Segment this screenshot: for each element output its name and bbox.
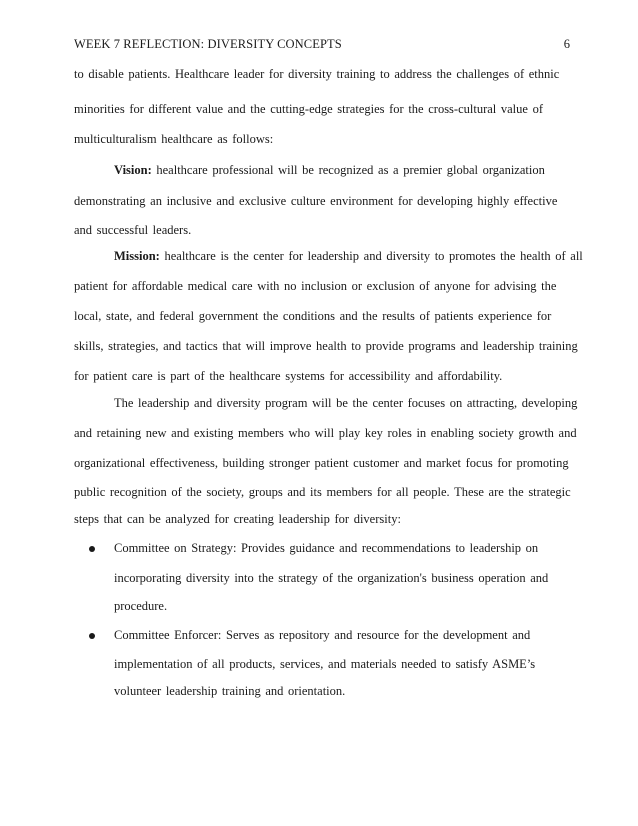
body-line: public recognition of the society, groups and its members for all people. These are the strategic <box>74 485 571 499</box>
bullet-line: volunteer leadership training and orientation. <box>114 684 346 698</box>
body-line: local, state, and federal government the conditions and the results of patients experience for <box>74 309 552 323</box>
body-line: steps that can be analyzed for creating leadership for diversity: <box>74 512 401 526</box>
mission-text: healthcare is the center for leadership and diversity to promotes the health of all <box>159 249 583 263</box>
running-head-title: WEEK 7 REFLECTION: DIVERSITY CONCEPTS <box>74 37 342 51</box>
mission-label: Mission: <box>114 249 160 263</box>
body-line: organizational effectiveness, building stronger patient customer and market focus for promoting <box>74 456 569 470</box>
bullet-icon <box>89 546 95 552</box>
bullet-icon <box>89 633 95 639</box>
bullet-line: Committee on Strategy: Provides guidance and recommendations to leadership on <box>114 541 539 555</box>
body-line: patient for affordable medical care with no inclusion or exclusion of anyone for advising the <box>74 279 557 293</box>
body-line: The leadership and diversity program will be the center focuses on attracting, developing <box>114 396 578 410</box>
body-line: and retaining new and existing members who will play key roles in enabling society growth and <box>74 426 577 440</box>
body-line: multiculturalism healthcare as follows: <box>74 132 274 146</box>
mission-line <box>114 248 583 264</box>
bullet-line: implementation of all products, services, and materials needed to satisfy ASME’s <box>114 657 536 671</box>
page-number: 6 <box>563 37 570 51</box>
running-header <box>74 36 570 52</box>
bullet-line: Committee Enforcer: Serves as repository and resource for the development and <box>114 628 531 642</box>
bullet-line: procedure. <box>114 599 168 613</box>
vision-line <box>114 162 545 178</box>
body-line: skills, strategies, and tactics that will improve health to provide programs and leadership training <box>74 339 578 353</box>
body-line: demonstrating an inclusive and exclusive culture environment for developing highly effective <box>74 194 558 208</box>
body-line: for patient care is part of the healthcare systems for accessibility and affordability. <box>74 369 503 383</box>
vision-text: healthcare professional will be recognized as a premier global organization <box>151 163 545 177</box>
bullet-line: incorporating diversity into the strategy of the organization's business operation and <box>114 571 549 585</box>
body-line: and successful leaders. <box>74 223 192 237</box>
vision-label: Vision: <box>114 163 152 177</box>
body-line: to disable patients. Healthcare leader for diversity training to address the challenges of ethnic <box>74 67 560 81</box>
body-line: minorities for different value and the cutting-edge strategies for the cross-cultural value of <box>74 102 543 116</box>
